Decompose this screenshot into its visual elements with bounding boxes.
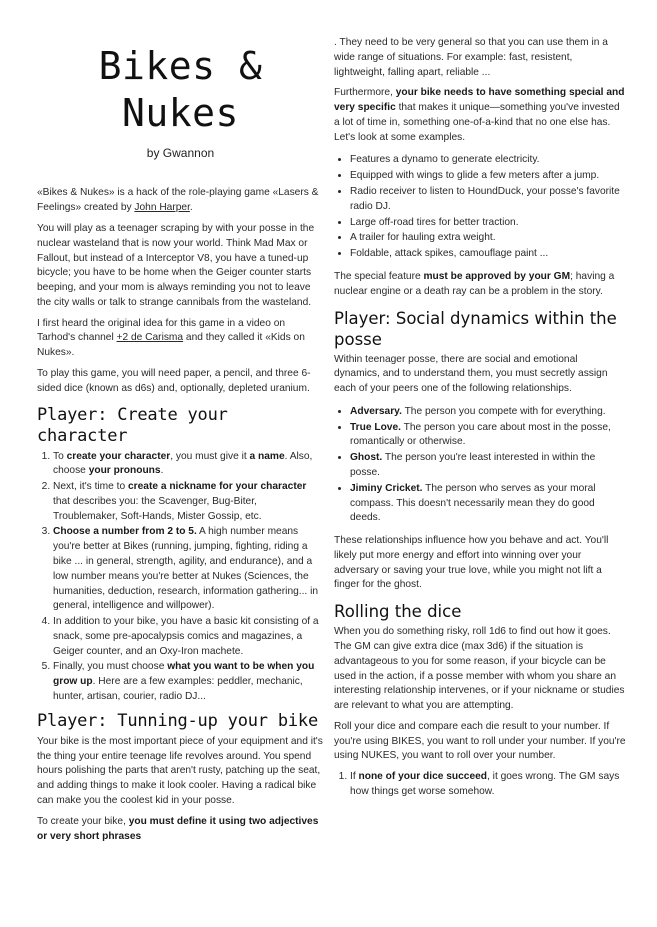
bold-text: what you want to be when you grow up <box>53 661 315 688</box>
text: Finally, you must choose <box>53 661 168 673</box>
text: The special feature <box>334 270 424 282</box>
text: To create your bike, <box>37 815 129 827</box>
bold-text: True Love. <box>350 421 401 433</box>
list-item <box>53 450 324 480</box>
bold-text: none of your dice succeed <box>358 771 488 783</box>
list-item: • Large off-road tires for better traction. <box>350 216 626 231</box>
list-item <box>350 482 626 526</box>
list-item: • A trailer for hauling extra weight. <box>350 231 626 246</box>
text: Furthermore, <box>334 87 396 99</box>
bike-paragraph-2-end: . They need to be very general so that you can use them in a wide range of situations. For example: fast, resistent, lightweight, falling apart, reliable ... <box>334 37 608 78</box>
list-item <box>350 421 626 451</box>
bold-text: Adversary. <box>350 405 402 417</box>
social-paragraph-1: Within teenager posse, there are social and emotional dynamics, and to understand them, you must secretly assign each of your peers one of the following relationships. <box>334 353 608 395</box>
title-line-2: Nukes <box>122 91 239 135</box>
text: The person you compete with for everything. <box>401 405 606 417</box>
text: To <box>53 450 67 462</box>
text: that describes you: the Scavenger, Bug-Biter, Troublemaker, Soft-Hands, Mister Gossip, etc. <box>53 495 262 522</box>
tune-bike-heading: Player: Tunning-up your bike <box>37 710 318 731</box>
text: The person who serves as your moral compass. This doesn't necessarily mean they do good deeds. <box>350 482 596 524</box>
bold-text: a name <box>249 450 285 462</box>
bike-paragraph-4 <box>334 270 626 300</box>
text: Next, it's time to <box>53 481 128 493</box>
text: , it goes wrong. The GM says how things get worse somehow. <box>350 771 620 798</box>
create-character-list <box>37 450 324 705</box>
list-item: • Radio receiver to listen to HoundDuck, your posse's favorite radio DJ. <box>350 185 626 215</box>
text: that makes it unique—something you've invested a lot of time in, something one-of-a-kind that no one else has. Let's look at some examples. <box>334 102 620 143</box>
text: ; having a nuclear engine or a death ray can be a problem in the story. <box>334 270 615 297</box>
carisma-channel-link[interactable]: +2 de Carisma <box>116 332 184 344</box>
list-item <box>350 451 626 481</box>
text: The person you care about most in the posse, romantically or otherwise. <box>350 421 611 448</box>
create-character-heading: Player: Create your character <box>37 404 228 446</box>
list-item: 4. In addition to your bike, you have a basic kit consisting of a snack, some pre-apocalypsis comics and magazines, a Geiger counter, and an Oxy-Iron machete. <box>53 615 324 659</box>
text: . Also, choose <box>53 450 313 477</box>
bold-text: create a nickname for your character <box>127 481 307 493</box>
intro-text: I first heard the original idea for this game in a video on Tarhod's channel <box>37 317 286 344</box>
list-item <box>53 525 324 614</box>
social-dynamics-heading: Player: Social dynamics within the posse <box>334 308 617 349</box>
list-item <box>53 480 324 524</box>
bold-text: must be approved by your GM <box>423 270 571 282</box>
title-line-1: Bikes & <box>98 44 263 88</box>
list-item <box>53 660 324 704</box>
bold-text: your bike needs to have something special and very specific <box>334 87 625 114</box>
bike-paragraph-1: Your bike is the most important piece of your equipment and it's the thing your entire teenage life revolves around. You spend hours polishing the parts that aren't rusty, patching up the seat, and adding things to make it look cooler. Having a radical bike can make you the coolest kid in your posse. <box>37 735 323 806</box>
bold-text: create your character <box>66 450 171 462</box>
intro-paragraph-1 <box>37 186 324 216</box>
bold-text: Jiminy Cricket. <box>350 482 423 494</box>
intro-paragraph-4: To play this game, you will need paper, a pencil, and three 6-sided dice (known as d6s) and, optionally, depleted uranium. <box>37 367 311 394</box>
bike-paragraph-2-start <box>37 815 324 845</box>
byline: by Gwannon <box>146 146 215 160</box>
bold-text: Ghost. <box>350 452 383 464</box>
left-column <box>37 0 324 850</box>
dice-outcomes-list <box>334 770 626 800</box>
list-item: • Features a dynamo to generate electricity. <box>350 153 626 168</box>
social-paragraph-2: These relationships influence how you behave and act. You'll likely put more energy and effort into winning over your adversary or saving your true love, while you might not lift a finger for the ghost. <box>334 535 609 591</box>
bike-examples-list <box>334 153 626 261</box>
rolling-dice-heading: Rolling the dice <box>334 602 462 622</box>
bike-paragraph-3 <box>334 86 626 145</box>
text: The person you're least interested in within the posse. <box>350 452 596 478</box>
bold-text: your pronouns <box>88 465 161 477</box>
intro-paragraph-2: You will play as a teenager scraping by with your posse in the nuclear wasteland that is now your world. Think Mad Max or Fallout, but instead of a Interceptor V8, you have a tuned-up bicycle; you have to be home when the Geiger counter starts beeping, and your mom is always reminding you not to leave the city walls or talk to strange cannibals from the wasteland. <box>37 222 315 308</box>
text: . Here are a few examples: peddler, mechanic, hunter, artisan, courier, radio DJ... <box>53 676 303 703</box>
right-column <box>334 36 626 806</box>
text: A high number means you're better at Bikes (running, jumping, fighting, riding a bike ... in general, strength, agility, and endurance), and a low number means you're better at Nukes (Sciences, the humanities, deduction, research, information gathering... in general, intelligence and willpower). <box>53 526 319 612</box>
list-item: • Foldable, attack spikes, camouflage paint ... <box>350 247 626 262</box>
intro-text: «Bikes & Nukes» is a hack of the role-playing game «Lasers & Feelings» created by <box>37 187 319 214</box>
relationships-list <box>334 405 626 526</box>
title-block <box>37 0 324 162</box>
intro-text: . <box>189 202 193 214</box>
text: If <box>350 771 359 783</box>
list-item: • Equipped with wings to glide a few meters after a jump. <box>350 169 626 184</box>
intro-paragraph-3 <box>37 317 324 361</box>
bold-text: you must define it using two adjectives or very short phrases <box>37 815 319 842</box>
list-item <box>350 770 626 800</box>
intro-text: and they called it «Kids on Nukes». <box>37 332 305 359</box>
dice-paragraph-1: When you do something risky, roll 1d6 to find out how it goes. The GM can give extra dice (max 3d6) if the situation is advantageous to you for some reason, if your bicycle can be used in the action, if a posse member with whom you share an interesting relationship intervenes, or if your nickname or studies are relevant to what you are attempting. <box>334 626 625 712</box>
text: , you must give it <box>170 450 250 462</box>
bold-text: Choose a number from 2 to 5. <box>53 526 197 538</box>
dice-paragraph-2: Roll your dice and compare each die result to your number. If you're using BIKES, you want to roll under your number. If you're using NUKES, you want to roll over your number. <box>334 720 626 762</box>
john-harper-link[interactable]: John Harper <box>134 202 190 214</box>
list-item <box>350 405 626 420</box>
text: . <box>160 465 164 477</box>
